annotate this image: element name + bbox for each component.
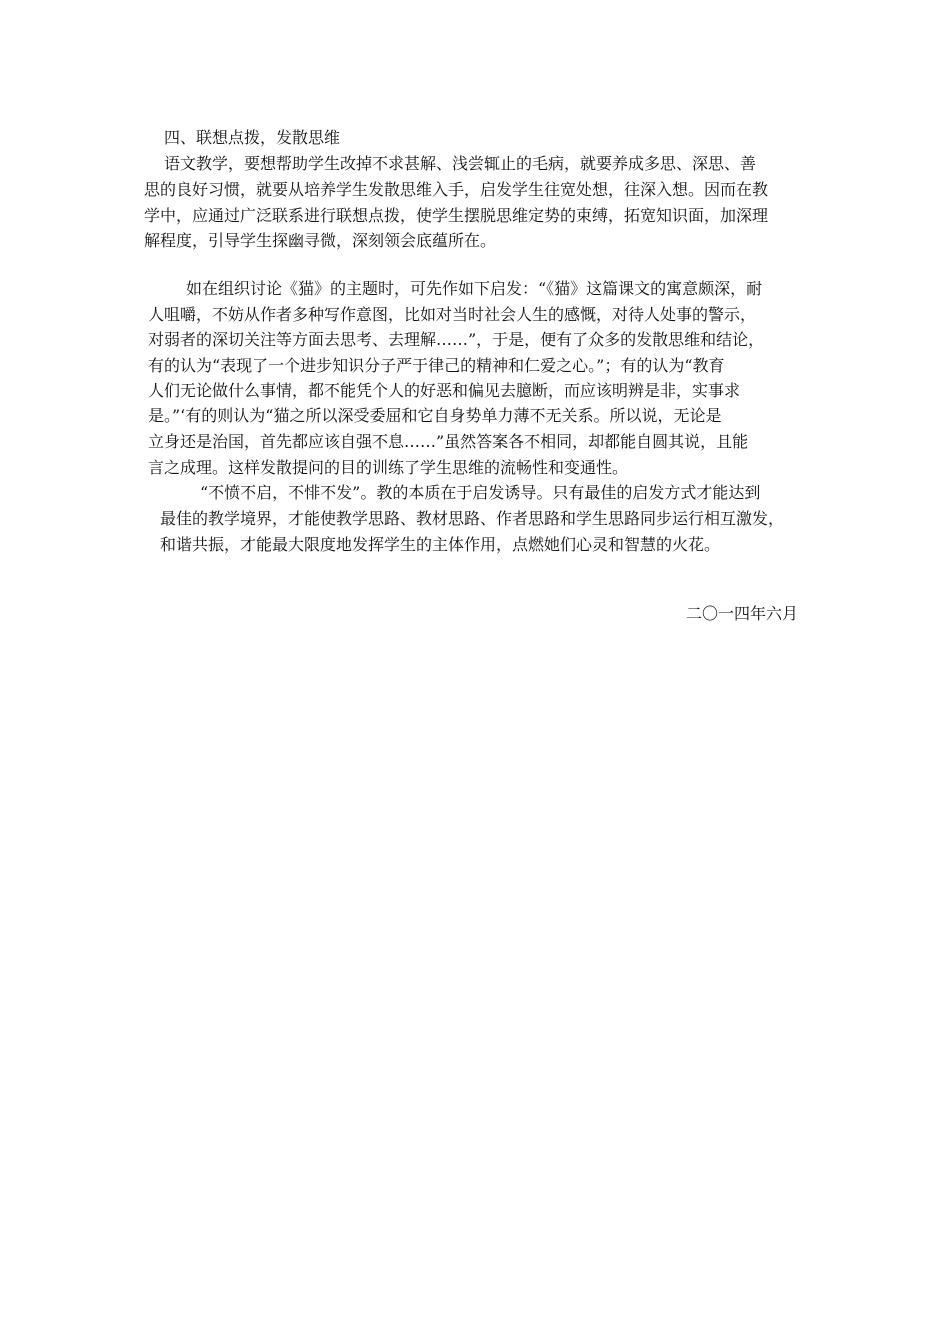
signature-date: 二〇一四年六月 [686, 604, 799, 623]
paragraph-line: 解程度，引导学生探幽寻微，深刻领会底蕴所在。 [144, 231, 497, 250]
paragraph-line: 和谐共振，才能最大限度地发挥学生的主体作用，点燃她们心灵和智慧的火花。 [160, 535, 721, 554]
section-heading: 四、联想点拨，发散思维 [164, 128, 341, 147]
paragraph-line: 言之成理。这样发散提问的目的训练了学生思维的流畅性和变通性。 [148, 458, 629, 477]
paragraph-line: 思的良好习惯，就要从培养学生发散思维入手，启发学生往宽处想，往深入想。因而在教 [144, 180, 769, 199]
paragraph-line: 语文教学，要想帮助学生改掉不求甚解、浅尝辄止的毛病，就要养成多思、深思、善 [164, 154, 757, 173]
paragraph-line: 学中，应通过广泛联系进行联想点拨，使学生摆脱思维定势的束缚，拓宽知识面，加深理 [144, 206, 769, 225]
paragraph-line: 最佳的教学境界，才能使教学思路、教材思路、作者思路和学生思路同步运行相互激发， [160, 509, 785, 528]
paragraph-line: 立身还是治国，首先都应该自强不息……”虽然答案各不相同，却都能自圆其说，且能 [148, 432, 749, 451]
paragraph-line: 对弱者的深切关注等方面去思考、去理解……”，于是，便有了众多的发散思维和结论， [148, 330, 765, 349]
paragraph-line: 人咀嚼，不妨从作者多种写作意图，比如对当时社会人生的感慨，对待人处事的警示， [148, 305, 757, 324]
paragraph-line: “不愤不启，不悱不发”。教的本质在于启发诱导。只有最佳的启发方式才能达到 [200, 483, 761, 502]
paragraph-line: 有的认为“表现了一个进步知识分子严于律己的精神和仁爱之心。”；有的认为“教育 [148, 356, 725, 375]
paragraph-line: 人们无论做什么事情，都不能凭个人的好恶和偏见去臆断，而应该明辨是非，实事求 [148, 381, 741, 400]
paragraph-line: 是。”‘有的则认为“猫之所以深受委屈和它自身势单力薄不无关系。所以说，无论是 [148, 406, 722, 425]
paragraph-line: 如在组织讨论《猫》的主题时，可先作如下启发：“《猫》这篇课文的寓意颇深，耐 [186, 279, 763, 298]
